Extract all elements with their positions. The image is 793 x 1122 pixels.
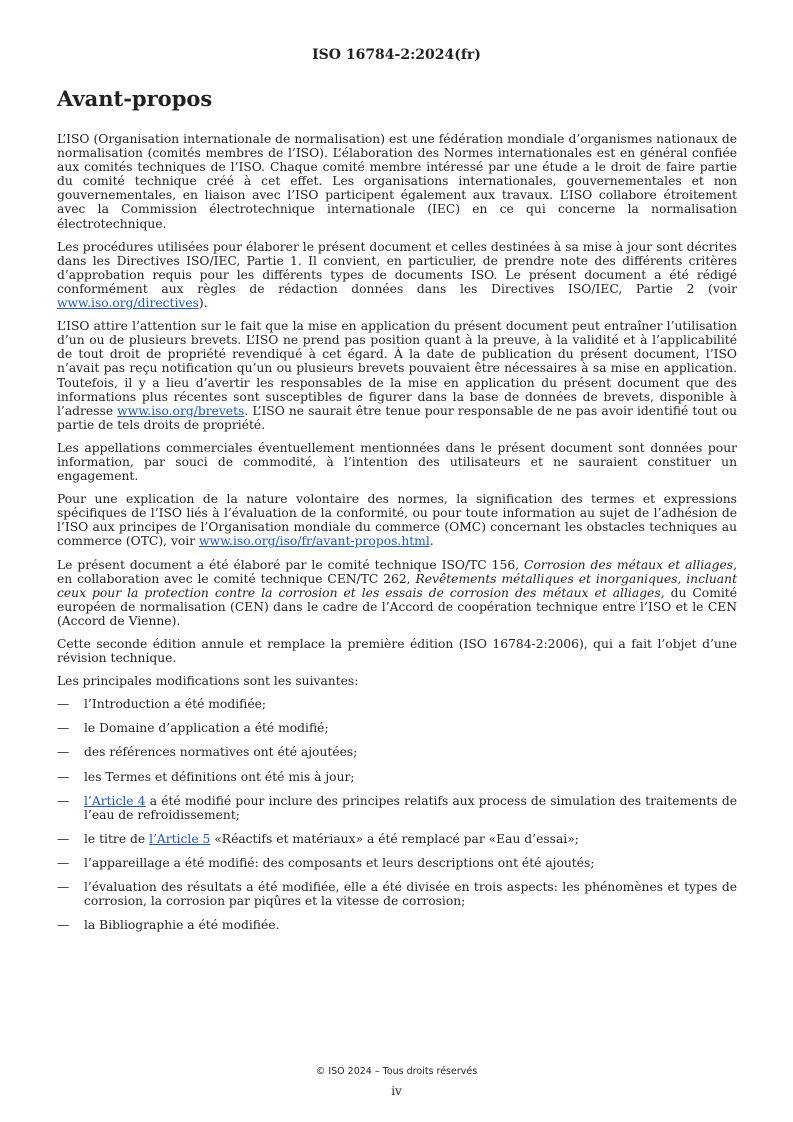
document-body: [57, 132, 737, 942]
list-item: — l’Article 4 a été modifié pour inclure des principes relatifs aux process de simulation des traitements de l’eau de refroidissement;: [57, 793, 737, 822]
list-item: — le Domaine d’application a été modifié;: [57, 721, 329, 736]
article-5-link[interactable]: l’Article 5: [149, 831, 211, 846]
foreword-link[interactable]: www.iso.org/iso/fr/avant-propos.html: [199, 534, 430, 549]
paragraph-voluntary: Pour une explication de la nature volontaire des normes, la signification des termes et expressions spécifiques de l’ISO liés à l’évaluation de la conformité, ou pour toute information au sujet de l’adhésion de l’ISO aux principes de l’Organisation mondiale du commerce (OMC) concernant les obstacles techniques au commerce (OTC), voir www.iso.org/iso/fr/avant-propos.html.: [57, 492, 737, 549]
document-header: ISO 16784-2:2024(fr): [312, 47, 481, 63]
article-4-link[interactable]: l’Article 4: [84, 793, 146, 808]
paragraph-procedures: Les procédures utilisées pour élaborer le présent document et celles destinées à sa mise à jour sont décrites dans les Directives ISO/IEC, Partie 1. Il convient, en particulier, de prendre note des différents critères d’approbation requis pour les différents types de documents ISO. Le présent document a été rédigé conformément aux règles de rédaction données dans les Directives ISO/IEC, Partie 2 (voir www.iso.org/directives).: [57, 239, 737, 311]
list-item: — l’Introduction a été modifiée;: [57, 697, 267, 712]
list-item: — le titre de l’Article 5 «Réactifs et matériaux» a été remplacé par «Eau d’essai»;: [57, 831, 579, 846]
paragraph-edition: Cette seconde édition annule et remplace la première édition (ISO 16784-2:2006), qui a fait l’objet d’une révision technique.: [57, 637, 737, 666]
copyright-footer: © ISO 2024 – Tous droits réservés: [315, 1066, 478, 1077]
paragraph-trade-names: Les appellations commerciales éventuellement mentionnées dans le présent document sont données pour information, par souci de commodité, à l’intention des utilisateurs et ne sauraient constituer un engagement.: [57, 440, 737, 484]
list-item: — des références normatives ont été ajoutées;: [57, 745, 358, 760]
list-item: — l’évaluation des résultats a été modifiée, elle a été divisée en trois aspects: les phénomènes et types de corrosion, la corrosion par piqûres et la vitesse de corrosion;: [57, 880, 737, 909]
directives-link[interactable]: www.iso.org/directives: [57, 296, 199, 311]
list-item: — la Bibliographie a été modifiée.: [57, 918, 280, 933]
paragraph-changes-intro: Les principales modifications sont les suivantes:: [57, 674, 359, 689]
changes-list: [57, 697, 737, 932]
paragraph-iso-intro: L’ISO (Organisation internationale de normalisation) est une fédération mondiale d’organismes nationaux de normalisation (comités membres de l’ISO). L’élaboration des Normes internationales est en général confiée aux comités techniques de l’ISO. Chaque comité membre intéressé par une étude a le droit de faire partie du comité technique créé à cet effet. Les organisations internationales, gouvernementales et non gouvernementales, en liaison avec l’ISO participent également aux travaux. L’ISO collabore étroitement avec la Commission électrotechnique internationale (IEC) en ce qui concerne la normalisation électrotechnique.: [57, 132, 737, 231]
list-item: — les Termes et définitions ont été mis à jour;: [57, 769, 355, 784]
list-item: — l’appareillage a été modifié: des composants et leurs descriptions ont été ajoutés;: [57, 855, 595, 870]
page-title: Avant-propos: [57, 86, 213, 111]
paragraph-committee: Le présent document a été élaboré par le comité technique ISO/TC 156, Corrosion des métaux et alliages, en collaboration avec le comité technique CEN/TC 262, Revêtements métalliques et inorganiques, incluant ceux pour la protection contre la corrosion et les essais de corrosion des métaux et alliages, du Comité européen de normalisation (CEN) dans le cadre de l’Accord de coopération technique entre l’ISO et le CEN (Accord de Vienne).: [57, 557, 738, 628]
paragraph-patents: L’ISO attire l’attention sur le fait que la mise en application du présent document peut entraîner l’utilisation d’un ou de plusieurs brevets. L’ISO ne prend pas position quant à la preuve, à la validité et à l’applicabilité de tout droit de propriété revendiqué à cet égard. À la date de publication du présent document, l’ISO n’avait pas reçu notification qu’un ou plusieurs brevets pouvaient être nécessaires à sa mise en application. Toutefois, il y a lieu d’avertir les responsables de la mise en application du présent document que des informations plus récentes sont susceptibles de figurer dans la base de données de brevets, disponible à l’adresse www.iso.org/brevets. L’ISO ne saurait être tenue pour responsable de ne pas avoir identifié tout ou partie de tels droits de propriété.: [57, 319, 737, 432]
patents-link[interactable]: www.iso.org/brevets: [117, 403, 245, 418]
page-number: iv: [391, 1084, 402, 1098]
